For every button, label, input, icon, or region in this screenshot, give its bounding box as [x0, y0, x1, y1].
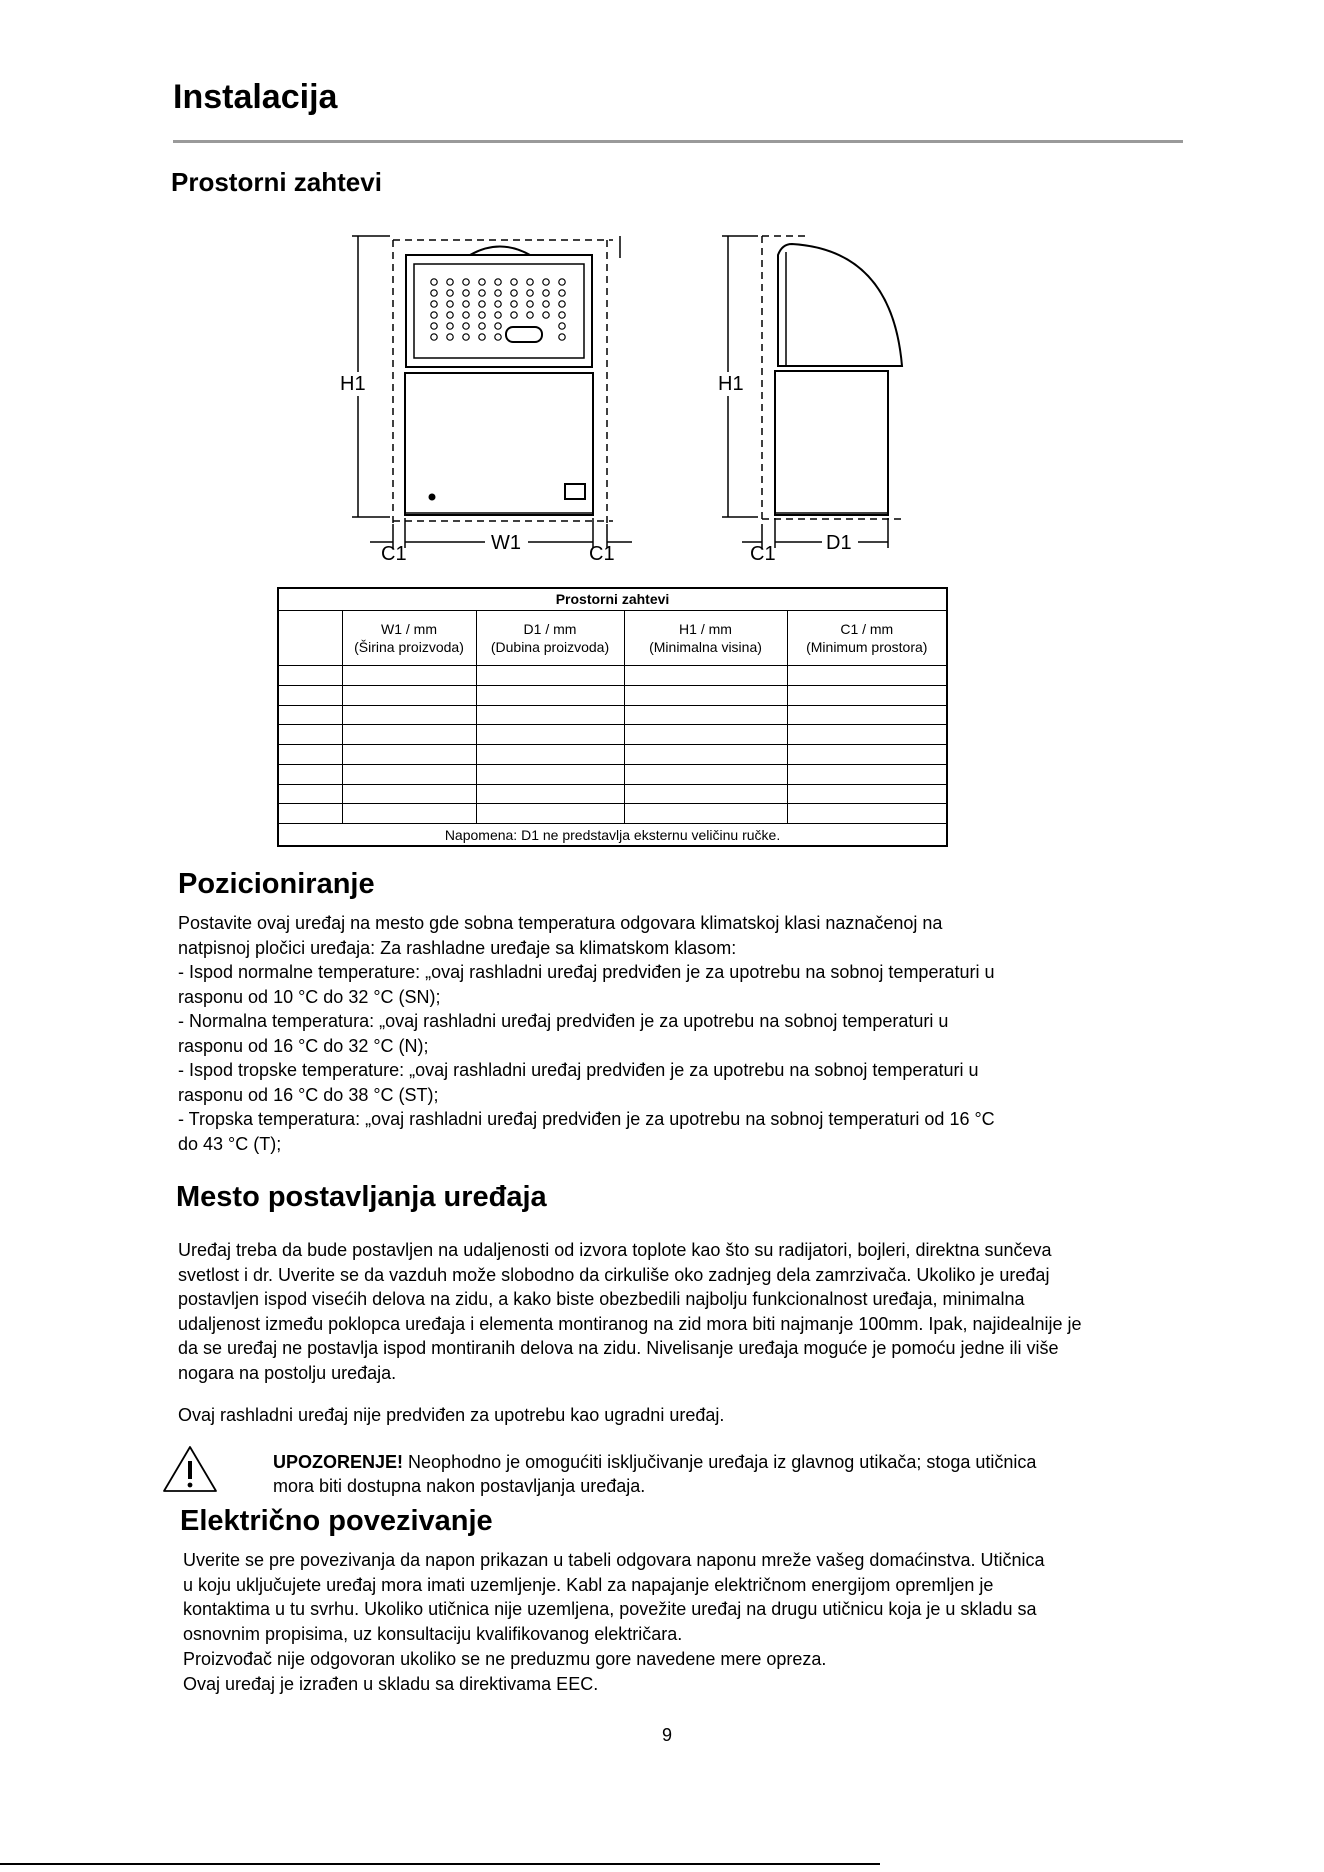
space-requirements-diagram [0, 0, 1324, 590]
table-row [278, 665, 947, 685]
table-row [278, 725, 947, 745]
label-w1: W1 [491, 532, 521, 554]
table-row [278, 784, 947, 804]
table-row [278, 764, 947, 784]
section-title-space-requirements: Prostorni zahtevi [171, 167, 382, 197]
warning-text: UPOZORENJE! Neophodno je omogućiti isključivanje uređaja iz glavnog utikača; stoga utičnica mora biti dostupna nakon postavljanja uređaja. [273, 1452, 1037, 1496]
electrical-notes: Proizvođač nije odgovoran ukoliko se ne preduzmu gore navedene mere opreza. Ovaj uređaj je izrađen u skladu sa direktivama EEC. [183, 1649, 827, 1694]
table-header-row [278, 610, 947, 665]
table-caption: Prostorni zahtevi [278, 588, 947, 610]
table-header-w1: W1 / mm (Širina proizvoda) [342, 610, 476, 665]
footer-divider [0, 1863, 880, 1865]
table-row [278, 745, 947, 765]
label-c1-right: C1 [589, 543, 615, 565]
table-row [278, 685, 947, 705]
section-title-placement: Mesto postavljanja uređaja [176, 1181, 547, 1213]
label-c1-side: C1 [750, 543, 776, 565]
placement-text: Uređaj treba da bude postavljen na udaljenosti od izvora toplote kao što su radijatori, bojleri, direktna sunčeva svetlost i dr. Uverite se da vazduh može slobodno da cirkuliše oko zadnjeg dela zamrzivača. Ukoliko je uređaj postavljen ispod visećih delova na zidu, a kako biste obezbedili najbolju funkcionalnost uređaja, minimalna udaljenost između poklopca uređaja i elementa montiranog na zid mora biti najmanje 100mm. Ipak, najidealnije je da se uređaj ne postavlja ispod montiranih delova na zidu. Nivelisanje uređaja moguće je pomoću jedne ili više nogara na postolju uređaja. [178, 1240, 1082, 1383]
label-h1-side: H1 [718, 373, 744, 395]
lid-vent-pattern [431, 279, 565, 340]
positioning-text: Postavite ovaj uređaj na mesto gde sobna temperatura odgovara klimatskoj klasi naznačenoj na natpisnoj pločici uređaja: Za rashladne uređaje sa klimatskom klasom: - Ispod normalne temperature: „ovaj rashladni uređaj predviđen je za upotrebu na sobnoj temperaturi u rasponu od 10 °C do 32 °C (SN); - Normalna temperatura: „ovaj rashladni uređaj predviđen je za upotrebu na sobnoj temperaturi u rasponu od 16 °C do 32 °C (N); - Ispod tropske temperature: „ovaj rashladni uređaj predviđen je za upotrebu na sobnoj temperaturi u rasponu od 16 °C do 38 °C (ST); - Tropska temperatura: „ovaj rashladni uređaj predviđen je za upotrebu na sobnoj temperaturi od 16 °C do 43 °C (T); [178, 913, 995, 1154]
indicator-light [429, 494, 436, 501]
table-header-h1: H1 / mm (Minimalna visina) [624, 610, 787, 665]
label-d1: D1 [826, 532, 852, 554]
label-c1-left: C1 [381, 543, 407, 565]
electrical-text: Uverite se pre povezivanja da napon prikazan u tabeli odgovara naponu mreže vašeg domaćinstva. Utičnica u koju uključujete uređaj mora imati uzemljenje. Kabl za napajanje električnom energijom opremljen je kontaktima u tu svrhu. Ukoliko utičnica nije uzemljena, povežite uređaj na drugu utičnicu koja je u skladu sa osnovnim propisima, uz konsultaciju kvalifikovanog električara. [183, 1550, 1045, 1644]
label-h1-front: H1 [340, 373, 366, 395]
section-title-electrical: Električno povezivanje [180, 1505, 493, 1537]
table-row [278, 705, 947, 725]
page-number: 9 [662, 1725, 673, 1745]
table-row [278, 804, 947, 824]
warning-icon [160, 1443, 220, 1495]
section-title-positioning: Pozicioniranje [178, 868, 375, 900]
table-header-c1: C1 / mm (Minimum prostora) [787, 610, 947, 665]
freezer-front-view [405, 247, 593, 516]
table-corner-cell [278, 610, 342, 665]
built-in-note: Ovaj rashladni uređaj nije predviđen za upotrebu kao ugradni uređaj. [178, 1405, 725, 1425]
space-requirements-table [277, 587, 948, 847]
table-header-d1: D1 / mm (Dubina proizvoda) [476, 610, 624, 665]
warning-label: UPOZORENJE! [273, 1452, 404, 1472]
freezer-side-view [775, 244, 902, 515]
table-note: Napomena: D1 ne predstavlja eksternu veličinu ručke. [278, 824, 947, 846]
page-title: Instalacija [173, 78, 338, 116]
